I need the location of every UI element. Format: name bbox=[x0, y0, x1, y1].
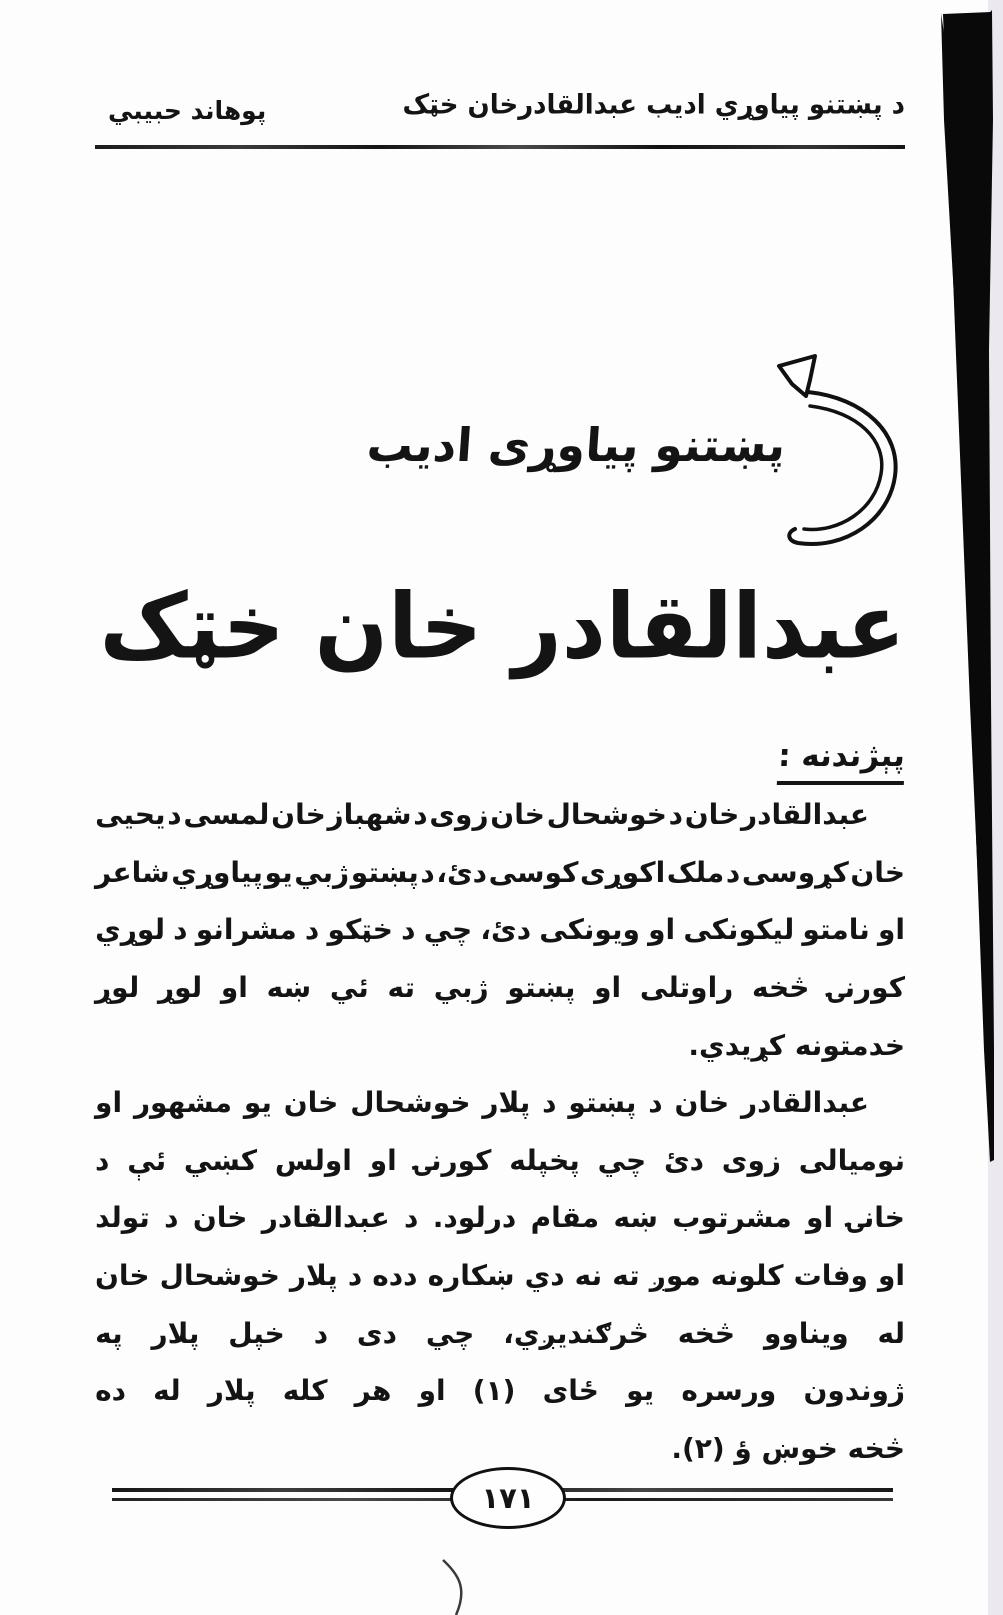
text-line: عبدالقادر خان د خوشحال خان زوی د شهباز خان لمسی د يحيی bbox=[95, 798, 869, 832]
text-line: او وفات کلونه موږ ته نه دي ښکاره دده د پلار خوشحال خان bbox=[95, 1259, 905, 1293]
swash-inner-curve bbox=[804, 406, 882, 529]
swash-outer-curve bbox=[789, 392, 895, 544]
binding-shadow-core bbox=[943, 12, 993, 1158]
scan-stray-mark bbox=[443, 1560, 461, 1615]
body-text bbox=[95, 786, 905, 1477]
text-line: خدمتونه کړيدي. bbox=[688, 1028, 905, 1062]
text-line: عبدالقادر خان د پښتو د پلار خوشحال خان يو مشهور او bbox=[95, 1086, 869, 1120]
header-author: پوهاند حبيبي bbox=[108, 96, 267, 125]
text-line: کورنۍ څخه راوتلی او پښتو ژبي ته ئي ښه او لوړ لوړ bbox=[95, 971, 905, 1005]
subtitle-calligraphy: پښتنو پیاوړی ادیب bbox=[364, 418, 787, 472]
swash-arrowhead bbox=[779, 356, 815, 396]
text-line: خان کړوسی د ملک اکوړی کوسی دئ، د پښتو ژبي يو پياوړي شاعر bbox=[95, 855, 905, 889]
text-line: خانۍ او مشرتوب ښه مقام درلود. د عبدالقادر خان د تولد bbox=[95, 1201, 905, 1235]
page-number-cartouche bbox=[450, 1467, 566, 1529]
page-number: ۱۷۱ bbox=[481, 1481, 535, 1515]
text-line: نوميالی زوی دئ چي پخپله کورنۍ او اولس کښي ئې د bbox=[95, 1143, 905, 1177]
scan-edge-strip bbox=[988, 0, 1003, 1615]
text-line: له ويناوو څخه څرګنديږي، چي دی د خپل پلار په bbox=[95, 1316, 905, 1350]
text-line: څخه خوښ ؤ (۲). bbox=[671, 1431, 905, 1465]
text-line: ژوندون ورسره يو ځای (۱) او هر کله پلار له ده bbox=[95, 1374, 905, 1408]
text-line: او نامتو ليکونکی او ويونکی دئ، چي د خټکو د مشرانو د لوړي bbox=[95, 913, 905, 947]
main-title: عبدالقادر خان خټک bbox=[99, 574, 906, 680]
section-heading: پېژندنه : bbox=[777, 738, 906, 785]
header-rule bbox=[95, 145, 905, 149]
binding-shadow-wedge bbox=[941, 10, 994, 1162]
header-running-title: د پښتنو پياوړي اديب عبدالقادرخان خټک bbox=[402, 89, 905, 121]
